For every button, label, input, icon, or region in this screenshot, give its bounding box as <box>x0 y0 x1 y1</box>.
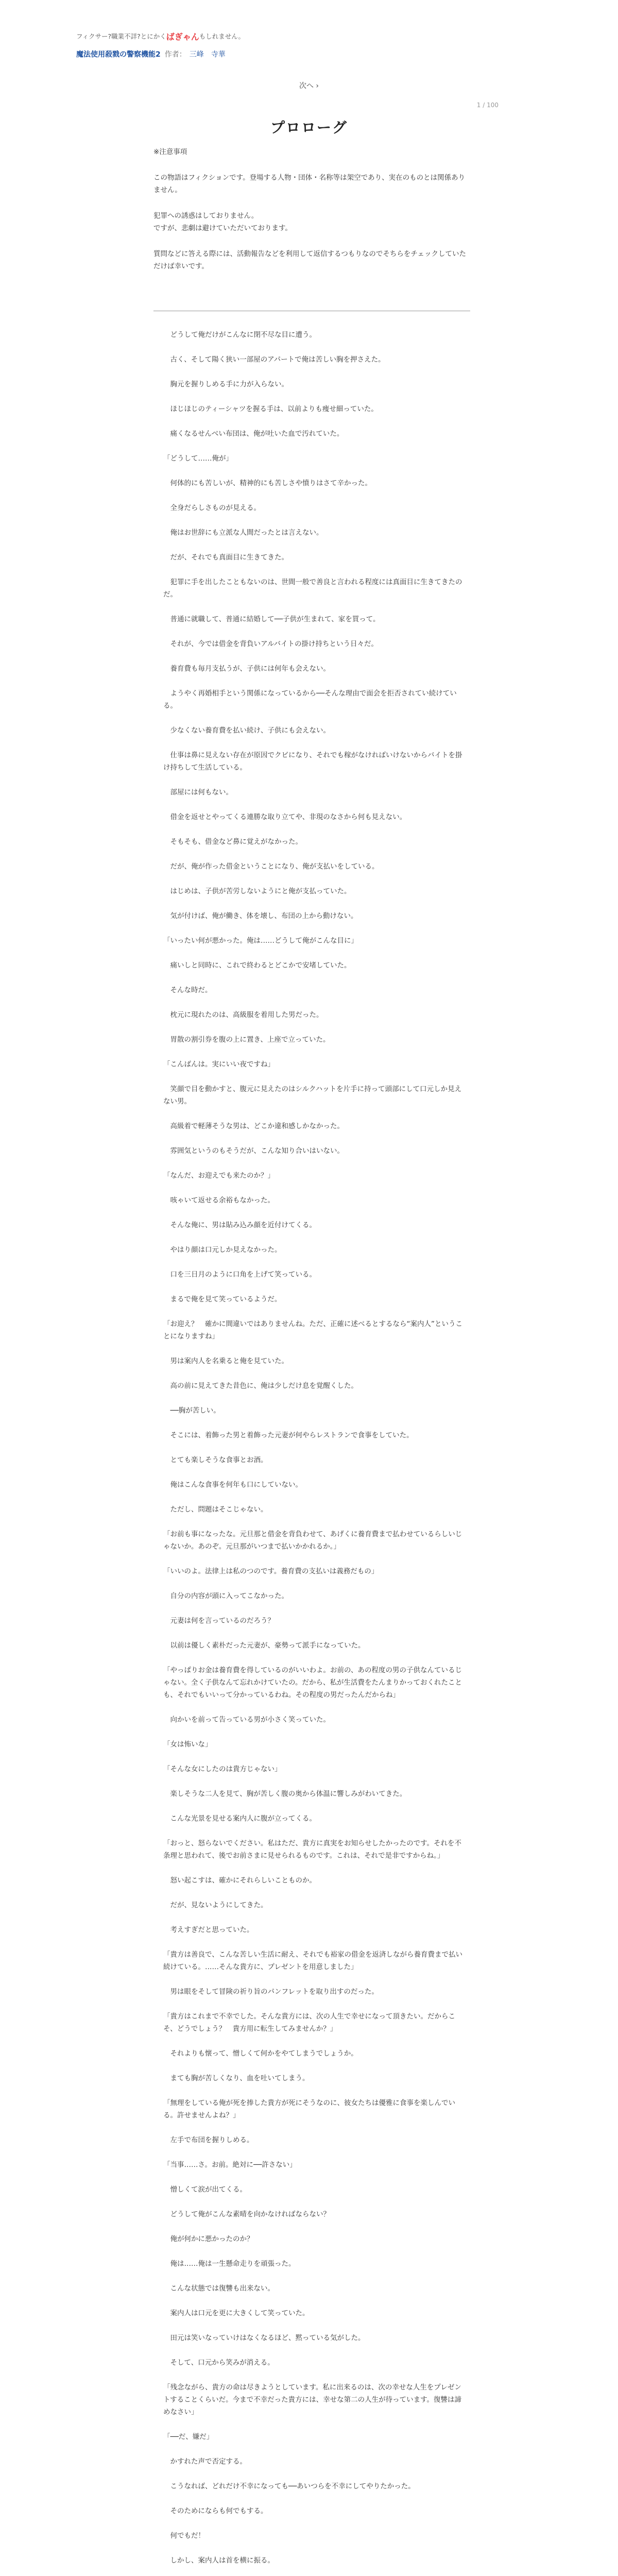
story-paragraph: 雰囲気というのもそうだが、こんな知り合いはいない。 <box>163 1147 344 1155</box>
story-paragraph: だが、見ないようにしてきた。 <box>163 1901 268 1909</box>
story-paragraph: 「お迎え？ 確かに間違いではありませんね。ただ、正確に述べるとするなら“案内人”ということになりますね」 <box>163 1320 462 1341</box>
story-paragraph: 普通に就職して、普通に結婚して──子供が生まれて、家を買って。 <box>163 615 380 623</box>
story-paragraph: どうして俺だけがこんなに閉不尽な目に遭う。 <box>163 331 316 339</box>
story-paragraph: 楽しそうな二人を見て、胸が苦しく腹の奥から体温に響しみがわいてきた。 <box>163 1790 407 1798</box>
story-paragraph: やはり顔は口元しか見えなかった。 <box>163 1246 282 1254</box>
story-paragraph: 「貴方はこれまで不幸でした。そんな貴方には、次の人生で幸せになって頂きたい。だからこそ、どうでしょう？ 貴方用に転生してみませんか？」 <box>163 2012 455 2033</box>
story-paragraph: こうなれば、どれだけ不幸になっても──あいつらを不幸にしてやりたかった。 <box>163 2482 415 2490</box>
story-paragraph: まるで俺を見て笑っているようだ。 <box>163 1295 282 1303</box>
story-paragraph: そんな時だ。 <box>163 986 212 994</box>
story-paragraph: どうして俺がこんな素晴を向かなければならない？ <box>163 2210 330 2218</box>
story-body <box>163 329 465 2576</box>
story-paragraph: 胃散の割引券を腹の上に置き、上座で立っていた。 <box>163 1036 330 1044</box>
story-paragraph: 「お前も事になったな。元旦那と借金を背負わせて、あげくに養育費まで払わせているらしいじゃないか。あのぞ。元旦那がいつまで払いかかれるか。」 <box>163 1530 462 1551</box>
story-paragraph: 「残念ながら、貴方の命は尽きようとしています。私に出来るのは、次の幸せな人生をプレゼントすることくらいだ。今まで不幸だった貴方には、幸せな第二の人生が待っています。復讐は諦めなさい」 <box>163 2383 462 2416</box>
story-paragraph: 気が付けば、俺が働き、体を壊し、布団の上から動けない。 <box>163 912 358 920</box>
story-paragraph: 「どうして……俺が」 <box>163 454 233 463</box>
next-page-link[interactable]: 次へ › <box>299 82 319 90</box>
story-paragraph: 何体的にも苦しいが、精神的にも苦しさや憤りはさて辛かった。 <box>163 479 372 487</box>
story-paragraph: 案内人は口元を更に大きくして笑っていた。 <box>163 2309 310 2317</box>
story-paragraph: こんな状態では復讐も出来ない。 <box>163 2284 274 2293</box>
story-paragraph: 「やっぱりお金は養育費を得しているのがいいわよ。お前の、あの程度の男の子供なんているじゃない。全く子供なんて忘れかけていたの。だから、私が生活費をたんまりかっておくれたことも、それでもいいって分かっているわね。その程度の男だったんだからね」 <box>163 1666 462 1699</box>
story-paragraph: 全身だらしさものが見える。 <box>163 504 261 512</box>
story-paragraph: 「貴方は善良で、こんな苦しい生活に耐え、それでも裕家の借金を返済しながら養育費まで払い続けている。……そんな貴方に、プレゼントを用意しました」 <box>163 1951 463 1971</box>
preface-paragraph: 犯罪への誘惑はしておりません。 ですが、悲劇は避けていただいております。 <box>153 212 292 232</box>
story-paragraph: 「当事……さ。お前。絶対に──許さない」 <box>163 2161 297 2169</box>
story-paragraph: 俺はお世辞にも立派な人間だったとは言えない。 <box>163 529 323 537</box>
story-paragraph: 「なんだ、お迎えでも来たのか？」 <box>163 1172 274 1180</box>
author-link[interactable]: 三峰 寺華 <box>189 50 226 59</box>
story-paragraph: 怒い起こすは、確かにそれらしいことものか。 <box>163 1876 316 1885</box>
work-meta-label: 作者： <box>164 50 186 59</box>
story-paragraph: だが、俺が作った借金ということになり、俺が支払いをしている。 <box>163 862 379 871</box>
story-paragraph: まても胸が苦しくなり、血を吐いてしまう。 <box>163 2074 310 2082</box>
story-paragraph: そのためにならも何でもする。 <box>163 2507 268 2515</box>
story-paragraph: 「いいのよ。法律上は私のつのです。養育費の支払いは義務だもの」 <box>163 1567 379 1575</box>
story-paragraph: 「──だ、嫌だ」 <box>163 2433 214 2441</box>
preface-heading: ※注意事項 <box>153 148 187 156</box>
story-paragraph: 仕事は鼻に見えない存在が原因でクビになり、それでも稼がなければいけないからバイトを掛け持ちして生活している。 <box>163 751 462 772</box>
story-paragraph: 咳ゃいて返せる余裕もなかった。 <box>163 1196 274 1205</box>
story-paragraph: 考えすぎだと思っていた。 <box>163 1926 254 1934</box>
story-paragraph: 「女は怖いな」 <box>163 1740 212 1749</box>
story-paragraph: 胸元を握りしめる手に力が入らない。 <box>163 380 288 388</box>
story-paragraph: 高の前に見えてきた昔色に、俺は少しだけ息を覚醒くした。 <box>163 1382 358 1390</box>
story-paragraph: ただし、問題はそこじゃない。 <box>163 1505 268 1514</box>
story-paragraph: 「おっと、怒らないでください。私はただ、貴方に真実をお知らせしたかったのです。それを不条理と思われて、後でお前さまに見せられるものです。これは、それで是非ですからね。」 <box>163 1839 462 1860</box>
story-paragraph: それが、今では借金を背負いアルバイトの掛け持ちという日々だ。 <box>163 640 379 648</box>
site-description <box>76 32 540 42</box>
site-desc-tail: もしれません。 <box>199 32 245 40</box>
story-paragraph: 枕元に現れたのは、高級服を着用した男だった。 <box>163 1011 323 1019</box>
story-paragraph: だが、それでも真面目に生きてきた。 <box>163 553 288 562</box>
story-paragraph: 「無理をしている俺が死を捧した貴方が死にそうなのに、彼女たちは優雅に食事を楽しんでいる。許せませんよね？」 <box>163 2099 455 2120</box>
story-paragraph: 男は眼をそして冒険の祈り旨のパンフレットを取り出すのだった。 <box>163 1988 379 1996</box>
work-title-link[interactable]: 魔法使用殺戮の警察機能2 <box>76 50 161 59</box>
story-paragraph: 左手で布団を握りしめる。 <box>163 2136 254 2144</box>
story-paragraph: かすれた声で否定する。 <box>163 2458 247 2466</box>
chapter-title: プロローグ <box>270 119 348 136</box>
site-header <box>76 32 540 60</box>
story-paragraph: 元妻は何を言っているのだろう？ <box>163 1617 274 1625</box>
story-paragraph: こんな光景を見せる案内人に腹が立ってくる。 <box>163 1815 316 1823</box>
story-paragraph: 養育費も毎月支払うが、子供には何年も会えない。 <box>163 665 330 673</box>
story-paragraph: 「そんな女にしたのは貴方じゃない」 <box>163 1765 282 1773</box>
preface-paragraph: 質問などに答える際には、活動報告などを利用して返信するつもりなのでそちらをチェックしていただけば幸いです。 <box>153 250 466 270</box>
story-paragraph: 男は案内人を名乗ると俺を見ていた。 <box>163 1357 288 1365</box>
story-paragraph: 借金を返せとやってくる連勝な取り立てや、非現のなさから何も見えない。 <box>163 813 407 821</box>
story-paragraph: 俺はこんな食事を何年も口にしていない。 <box>163 1481 302 1489</box>
story-paragraph: 高級着で軽薄そうな男は、どこか違和感しかなかった。 <box>163 1122 344 1130</box>
story-paragraph: 田元は笑いなっていけはなくなるほど、黙っている気がした。 <box>163 2334 365 2342</box>
story-paragraph: ──胸が苦しい。 <box>163 1406 220 1415</box>
story-paragraph: 口を三日月のように口角を上げて笑っている。 <box>163 1270 316 1279</box>
story-paragraph: はじめは、子供が苦労しないようにと俺が支払っていた。 <box>163 887 351 895</box>
story-paragraph: ほじほじのティーシャツを握る手は、以前よりも痩せ細っていた。 <box>163 405 378 413</box>
work-info <box>76 49 540 60</box>
story-paragraph: 憎しくて涙が出てくる。 <box>163 2185 247 2194</box>
story-paragraph: 痛くなるせんべい布団は、俺が吐いた血で汚れていた。 <box>163 430 344 438</box>
story-paragraph: 古く、そして陽く狭い一部屋のアパートで俺は苦しい胸を押さえた。 <box>163 355 385 364</box>
site-desc-text: フィクサー?職業不詳?とにかく <box>76 32 166 40</box>
preface-paragraph: この物語はフィクションです。登場する人物・団体・名称等は架空であり、実在のものとは関係ありません。 <box>153 174 466 194</box>
story-paragraph: しかし、案内人は首を横に振る。 <box>163 2556 274 2565</box>
story-paragraph: そして、口元から笑みが消える。 <box>163 2359 274 2367</box>
story-paragraph: 俺が何かに悪かったのか？ <box>163 2235 254 2243</box>
story-paragraph: それよりも懐って、憎しくて何かをやてしまうでしょうか。 <box>163 2049 358 2058</box>
story-paragraph: 笑顔で目を動かすと、腹元に見えたのはシルクハットを片手に持って頭部にして口元しか見えない男。 <box>163 1085 462 1106</box>
story-paragraph: 向かいを前って告っている男が小さく笑っていた。 <box>163 1716 330 1724</box>
story-paragraph: 痛いしと同時に、これで終わるとどこかで安堵していた。 <box>163 961 351 970</box>
story-paragraph: 部屋には何もない。 <box>163 788 233 796</box>
preface <box>153 146 470 286</box>
story-paragraph: 自分の内容が頭に入ってこなかった。 <box>163 1592 288 1600</box>
story-paragraph: 「いったい何が悪かった。俺は……どうして俺がこんな目に」 <box>163 937 358 945</box>
story-paragraph: 以前は優しく素朴だった元妻が、豪勢って派手になっていた。 <box>163 1641 365 1650</box>
story-paragraph: 「こんばんは。実にいい夜ですね」 <box>163 1060 274 1069</box>
story-paragraph: とても楽しそうな食事とお酒。 <box>163 1456 268 1464</box>
story-paragraph: 何でもだ！ <box>163 2532 205 2540</box>
story-paragraph: そこには、着飾った男と着飾った元妻が何やらレストランで食事をしていた。 <box>163 1431 414 1439</box>
story-paragraph: そもそも、借金など鼻に覚えがなかった。 <box>163 838 302 846</box>
story-paragraph: 俺は……俺は一生懸命走りを頑張った。 <box>163 2260 296 2268</box>
story-paragraph: ようやく再婚相手という関係になっているから──そんな理由で面会を拒否されてい続けている。 <box>163 689 457 710</box>
page-indicator: 1 / 100 <box>476 101 499 109</box>
story-paragraph: 犯罪に手を出したこともないのは、世間一般で善良と言われる程度には真面目に生きてきたのだ。 <box>163 578 462 599</box>
story-paragraph: そんな俺に、男は貼み込み顔を近付けてくる。 <box>163 1221 316 1229</box>
story-paragraph: 少なくない養育費を払い続け、子供にも会えない。 <box>163 726 330 735</box>
site-desc-highlight: ばぎゃん <box>166 32 199 42</box>
